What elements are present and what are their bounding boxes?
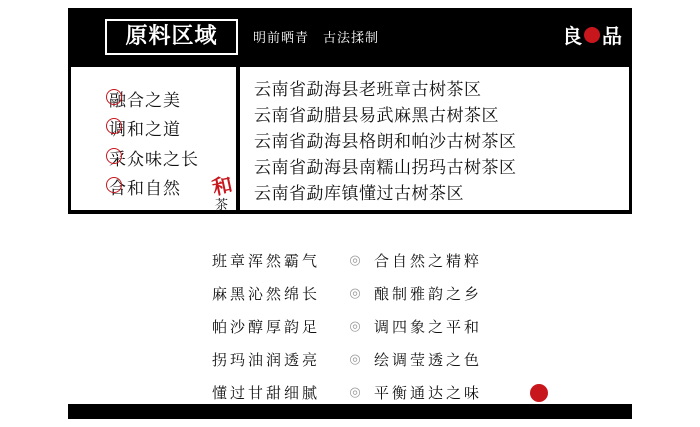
header-subtitle: 明前晒青 古法揉制 (253, 31, 380, 46)
region-item: 云南省勐海县格朗和帕沙古树茶区 (254, 132, 517, 152)
double-circle-icon: ◎ (349, 319, 361, 334)
pair-row (212, 310, 482, 343)
pair-row (212, 343, 482, 376)
pair-right-text: 平衡通达之味 (374, 384, 483, 402)
he-seal-stamp: 和 (210, 172, 235, 200)
region-item: 云南省勐海县老班章古树茶区 (254, 80, 482, 100)
region-item: 云南省勐腊县易武麻黑古树茶区 (254, 106, 499, 126)
header (68, 8, 632, 64)
circle-mark-icon (106, 148, 122, 164)
seal-caption: 茶 (215, 198, 229, 213)
pair-right-text: 调四象之平和 (374, 318, 483, 336)
pair-right-text: 合自然之精粹 (374, 252, 483, 270)
slogan-item: 融合之美 (109, 86, 181, 111)
pair-left-text: 懂过甘甜细腻 (212, 384, 321, 402)
double-circle-icon: ◎ (349, 352, 361, 367)
double-circle-icon: ◎ (349, 286, 361, 301)
page-title: 原料区域 (105, 19, 238, 55)
slogan-panel (71, 67, 236, 213)
circle-mark-icon (106, 118, 122, 134)
region-item: 云南省勐海县南糯山拐玛古树茶区 (254, 158, 517, 178)
circle-mark-icon (106, 177, 122, 193)
brand-char-right: 品 (602, 24, 622, 48)
brand-seal-icon (584, 27, 600, 43)
slogan-item: 合和自然 (109, 174, 181, 199)
brand-logo (562, 20, 622, 49)
pair-row (212, 277, 482, 310)
pair-left-text: 班章浑然霸气 (212, 252, 321, 270)
red-seal-icon (530, 384, 548, 402)
region-item: 云南省勐库镇懂过古树茶区 (254, 184, 464, 204)
region-list (240, 67, 629, 210)
double-circle-icon: ◎ (349, 385, 361, 400)
pair-left-text: 麻黑沁然绵长 (212, 285, 321, 303)
pair-left-text: 拐玛油润透亮 (212, 351, 321, 369)
tasting-pairs (212, 244, 482, 409)
pair-right-text: 酿制雅韵之乡 (374, 285, 483, 303)
brand-char-left: 良 (562, 24, 582, 48)
pair-row (212, 244, 482, 277)
pair-left-text: 帕沙醇厚韵足 (212, 318, 321, 336)
double-circle-icon: ◎ (349, 253, 361, 268)
slogan-item: 调和之道 (109, 115, 181, 140)
footer-bar (68, 404, 632, 419)
header-frame (68, 8, 632, 214)
slogan-item: 采众味之长 (109, 145, 199, 170)
circle-mark-icon (106, 89, 122, 105)
pair-right-text: 绘调莹透之色 (374, 351, 483, 369)
